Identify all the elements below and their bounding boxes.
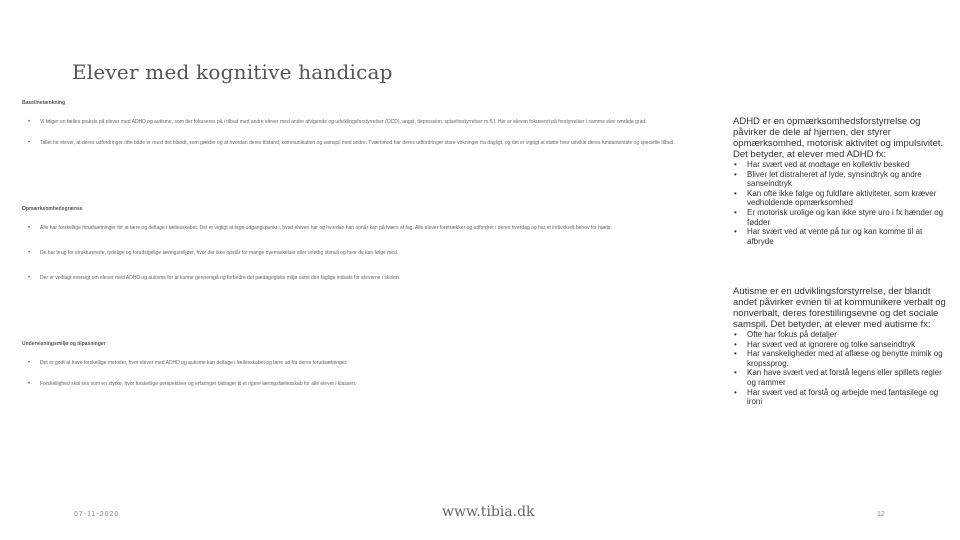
list-item: • Har svært ved at vente på tur og kan komme til at afbryde xyxy=(734,227,923,246)
section-attention xyxy=(22,206,702,294)
autism-intro: Autisme er en udviklingsforstyrrelse, der blandt andet påvirker evnen til at kommunikere verbalt og nonverbalt, deres forestillingsevne og det sociale samspil. Det betyder, at elever med autisme fx: xyxy=(733,286,946,330)
list-item: • Der er vedlagt oversigt om elever med ADHD og autisme for at kunne gennemgå og forbedre det pædagogiske miljø samt den faglige indsats for eleverne i skolen. xyxy=(28,275,401,281)
bullet-icon: • xyxy=(28,225,31,231)
section-environment xyxy=(22,341,702,400)
bullet-icon: • xyxy=(734,207,737,217)
list-item: • Vi følger en fælles praksis på elever med ADHD og autisme, som der fokuseres på i tilbud med andre elever med andre afvigende og udviklingsforstyrrelser (OCD), angst, depression, spiseforstyrrelser m.fl.). Her er eleven fokuseret på forstyrrelser i samme elev område grad. xyxy=(28,119,647,125)
list-item: • Ofte har fokus på detaljer xyxy=(734,330,837,339)
list-item: • Har svært ved at modtage en kollektiv besked xyxy=(734,160,910,169)
bullet-icon: • xyxy=(28,250,31,256)
bullet-icon: • xyxy=(734,349,737,359)
slide-title: Elever med kognitive handicap xyxy=(72,60,393,84)
bullet-icon: • xyxy=(28,275,31,281)
section-heading: Baselinetænkning xyxy=(22,100,66,106)
adhd-list xyxy=(733,160,948,246)
list-item: • Har svært ved at ignorere og tolke sanseindtryk xyxy=(734,339,916,349)
adhd-intro: ADHD er en opmærksomhedsforstyrrelse og påvirker de dele af hjernen, der styrer opmærksomhed, motorisk aktivitet og impulsivitet. Det betyder, at elever med ADHD fx: xyxy=(733,116,944,160)
bullet-icon: • xyxy=(734,160,737,169)
bullet-icon: • xyxy=(734,368,737,378)
adhd-block xyxy=(733,116,948,246)
bullet-icon: • xyxy=(734,227,737,237)
list-item: • Tallet for elever, at deres udfordringer ofte både er mest det blandt, som gælder og at hvordan deres tilstand, kommunikation og samspil med andre. Tværtimod har deres udfordringer store virkninger fra dagligt, og det er vigtigt at støtte hvor udvikle deres fundamentale og specielle tilbud. xyxy=(28,140,675,146)
bullet-icon: • xyxy=(734,387,737,397)
bullet-icon: • xyxy=(734,339,737,349)
list-item: • Forskellighed skal ses som en styrke, hvor forskellige perspektiver og erfaringer bidrager til et rigere læringsfællesskab for alle elever i klassen. xyxy=(28,381,357,387)
bullet-icon: • xyxy=(734,169,737,179)
autism-block xyxy=(733,286,948,407)
autism-list xyxy=(733,330,948,407)
list-item: • Kan ofte ikke følge og fuldføre aktiviteter, som kræver vedholdende opmærksomhed xyxy=(734,188,937,208)
list-item: • De har brug for strukturerede, tydelige og forudsigelige læringsmiljøer, hvor der ikke opstår for mange overraskelser eller unødig stimuli og hvor de kan følge med. xyxy=(28,250,399,256)
page-number: 12 xyxy=(877,511,885,518)
list-item: • Bliver let distraheret af lyde, synsindtryk og andre sanseindtryk xyxy=(734,169,922,189)
list-item: • Har vanskeligheder med at aflæse og benytte mimik og kropssprog. xyxy=(734,349,943,368)
footer-date: 07-11-2020 xyxy=(74,511,120,518)
bullet-icon: • xyxy=(734,330,737,339)
bullet-icon: • xyxy=(28,119,31,125)
bullet-icon: • xyxy=(28,381,31,387)
section-heading: Opmærksomhedsgrænse xyxy=(22,206,83,212)
bullet-icon: • xyxy=(734,188,737,198)
section-baseline xyxy=(22,100,702,159)
bullet-icon: • xyxy=(28,140,31,146)
bullet-icon: • xyxy=(28,360,31,366)
list-item: • Alle har forskellige forudsætninger for at lære og deltage i fællesskabet. Det er vigtigt at tage udgangspunkt i, hvad eleven har og hvordan han opnår kan på tværs af fag. Alle elever foretrækker og udfordrer i deres hverdag og har et individuelt behov for hjælp. xyxy=(28,225,612,231)
list-item: • Har svært ved at forstå og arbejde med fantasilege og ironi xyxy=(734,387,939,407)
list-item: • Er motorisk urolige og kan ikke styre uro i fx hænder og fødder xyxy=(734,207,944,227)
list-item: • Kan have svært ved at forstå legens eller spillets regler og rammer xyxy=(734,368,942,387)
footer-website: www.tibia.dk xyxy=(442,504,535,520)
list-item: • Det er godt at have forskellige metoder, hvor elever med ADHD og autisme kan deltage i fællesskabet og lære ud fra deres forudsætninger. xyxy=(28,360,348,366)
section-heading: Undervisningsmiljø og tilpasninger xyxy=(22,341,106,347)
